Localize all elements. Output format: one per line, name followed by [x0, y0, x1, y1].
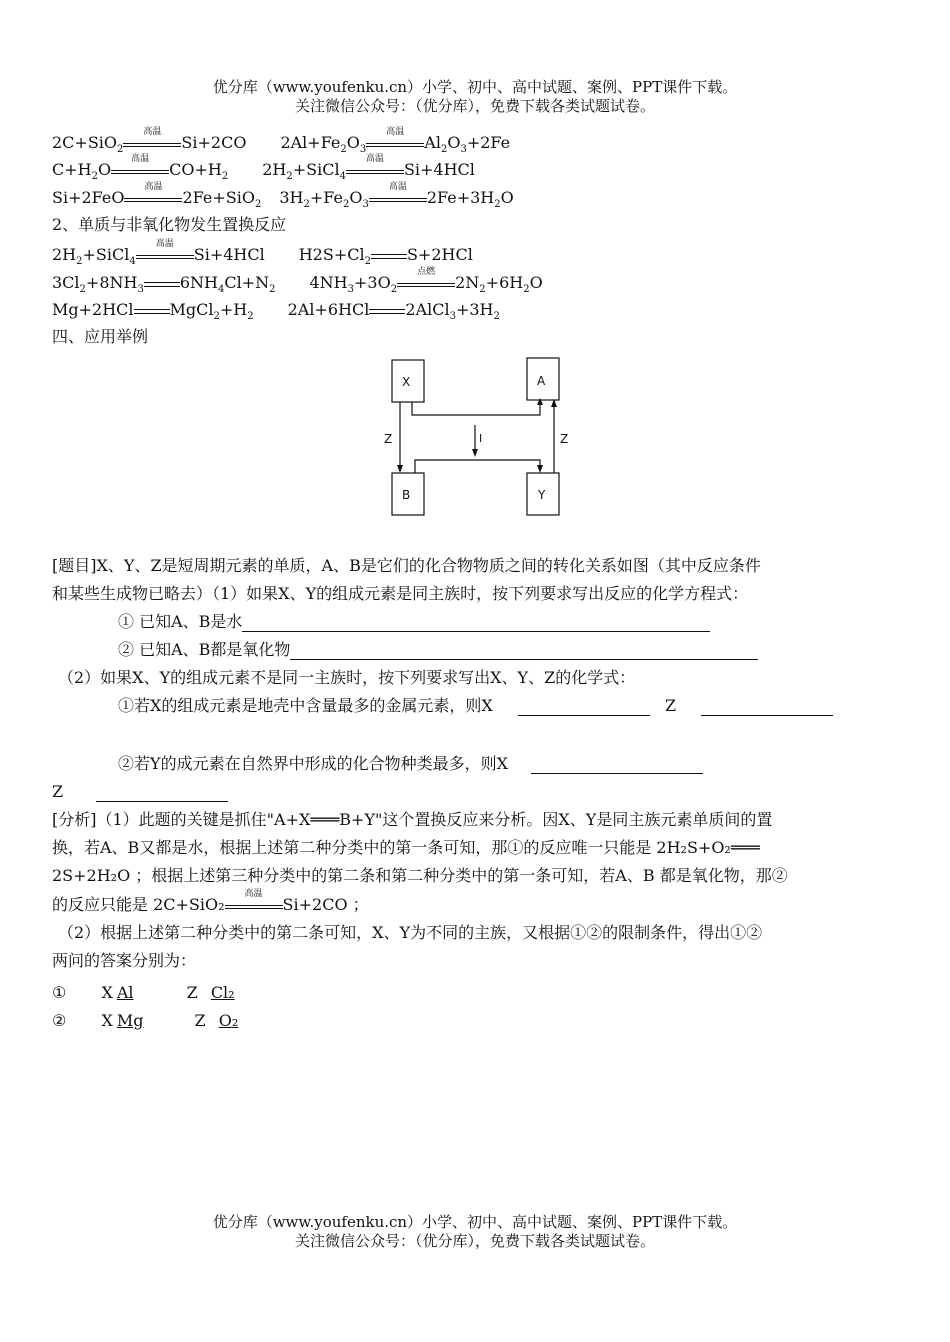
- question-item-4-z: Z: [52, 782, 228, 802]
- label-z-right: Z: [560, 432, 569, 446]
- label-y: Y: [538, 488, 546, 502]
- question-line-2: 和某些生成物已略去）（1）如果X、Y的组成元素是同主族时，按下列要求写出反应的化学方程式：: [52, 584, 749, 603]
- answer-blank-4x[interactable]: [531, 757, 703, 774]
- question-item-4: ②若Y的成元素在自然界中形成的化合物种类最多，则X: [118, 754, 703, 774]
- answer-row-1: ① X Al Z Cl₂: [52, 983, 235, 1002]
- section-4-title: 四、应用举例: [52, 327, 149, 346]
- section-2-title: 2、单质与非氧化物发生置换反应: [52, 215, 287, 234]
- analysis-line-3: 2S+2H₂O ；根据上述第三种分类中的第二条和第二种分类中的第一条可知，若A、B 都是氧化物，那②: [52, 866, 788, 885]
- answer-row-2: ② X Mg Z O₂: [52, 1011, 239, 1030]
- header-line-1: 优分库（www.youfenku.cn）小学、初中、高中试题、案例、PPT课件下载。: [212, 78, 738, 96]
- equation-row-2: $C+H_2O$ 高温 $CO+H_2$ $2H_2+SiCl_4$ 高温 Si+4HCl: [52, 153, 475, 183]
- question-line-3: （2）如果X、Y的组成元素不是同一主族时，按下列要求写出X、Y、Z的化学式：: [58, 668, 636, 687]
- label-z-left: Z: [384, 432, 393, 446]
- answer-blank-3z[interactable]: [701, 699, 833, 716]
- question-line-1: [题目]X、Y、Z是短周期元素的单质，A、B是它们的化合物物质之间的转化关系如图（其中反应条件: [52, 556, 761, 575]
- footer-line-2: 关注微信公众号：（优分库），免费下载各类试题试卷。: [294, 1232, 655, 1250]
- question-item-2: ② 已知A、B都是氧化物: [118, 640, 758, 660]
- label-a: A: [537, 374, 546, 388]
- label-x: X: [402, 375, 411, 389]
- analysis-line-4: 的反应只能是 2C+SiO₂ 高温 Si+2CO ；: [52, 888, 369, 914]
- answer-blank-4z[interactable]: [96, 785, 228, 802]
- answer-blank-2[interactable]: [290, 643, 758, 660]
- label-b: B: [402, 488, 411, 502]
- question-item-3: ①若X的组成元素是地壳中含量最多的金属元素，则X Z: [118, 696, 833, 716]
- analysis-line-1: [分析]（1）此题的关键是抓住"A+X═══B+Y"这个置换反应来分析。因X、Y是同主族元素单质间的置: [52, 810, 773, 829]
- question-item-1: ① 已知A、B是水: [118, 612, 710, 632]
- conversion-diagram: [384, 355, 580, 520]
- equation-row-4: $2H_2+SiCl_4$ 高温 Si+4HCl $H2S+Cl_2$ S+2HCl: [52, 238, 473, 268]
- equation-row-3: Si+2FeO 高温 2Fe+SiO$_2$ $3H_2+Fe_2O_3$ 高温 $2Fe+3H_2O$: [52, 181, 514, 211]
- label-i: I: [479, 432, 483, 445]
- equation-row-6: Mg+2HCl $MgCl_2+H_2$ 2Al+6HCl $2AlCl_3+3H_2$: [52, 300, 500, 323]
- analysis-line-6: 两问的答案分别为：: [52, 951, 197, 970]
- answer-blank-3x[interactable]: [518, 699, 650, 716]
- equation-row-5: $3Cl_2+8NH_3$ $6NH_4Cl+N_2$ $4NH_3+3O_2$ 点燃 $2N_2+6H_2O$: [52, 266, 543, 296]
- header-line-2: 关注微信公众号：（优分库），免费下载各类试题试卷。: [294, 97, 655, 115]
- footer-line-1: 优分库（www.youfenku.cn）小学、初中、高中试题、案例、PPT课件下载。: [212, 1213, 738, 1231]
- analysis-line-5: （2）根据上述第二种分类中的第二条可知，X、Y为不同的主族，又根据①②的限制条件，得出①②: [58, 923, 763, 942]
- equation-row-1: 2C+SiO$_2$ 高温 Si+2CO $2Al+Fe_2O_3$ 高温 $Al_2O_3+2Fe$: [52, 126, 511, 156]
- answer-blank-1[interactable]: [242, 615, 710, 632]
- analysis-line-2: 换，若A、B又都是水，根据上述第二种分类中的第一条可知，那①的反应唯一只能是 2H₂S+O₂═══: [52, 838, 760, 857]
